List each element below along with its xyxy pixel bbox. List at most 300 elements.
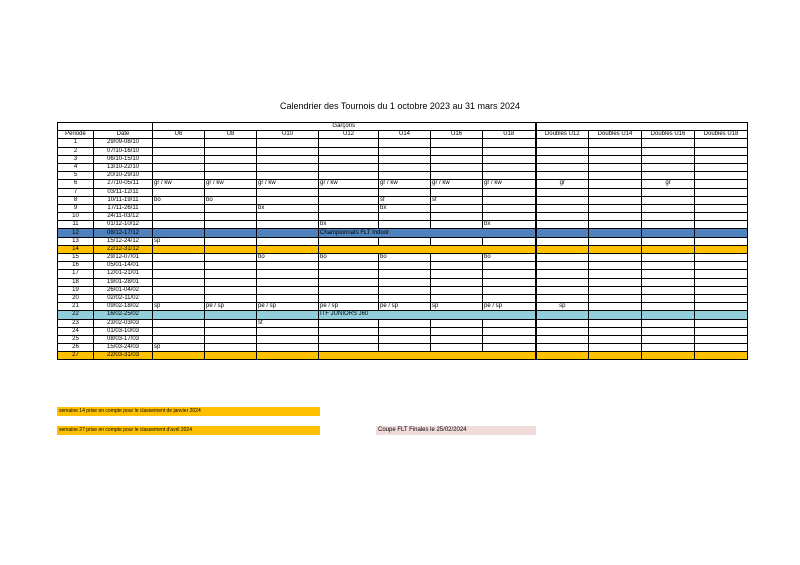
date-cell: 27/10-05/11 [94,180,153,188]
category-cell [205,188,257,196]
category-cell [379,278,431,286]
doubles-cell [536,163,589,171]
category-cell [153,204,205,212]
table-row [58,237,748,245]
category-cell [205,335,257,343]
category-cell [431,163,483,171]
category-cell: sf [379,196,431,204]
doubles-cell [695,196,748,204]
date-cell: 23/02-03/03 [94,319,153,327]
category-cell [205,155,257,163]
category-cell [379,294,431,302]
category-cell [257,139,319,147]
doubles-cell [589,303,642,311]
doubles-cell [642,286,695,294]
doubles-cell [536,155,589,163]
period-cell: 6 [58,180,94,188]
doubles-cell [589,139,642,147]
doubles-cell [589,196,642,204]
category-cell [379,221,431,229]
category-cell [483,196,536,204]
category-cell [431,327,483,335]
category-cell [205,213,257,221]
band-cell [257,352,319,360]
category-cell [153,278,205,286]
category-cell [153,213,205,221]
table-row [58,319,748,327]
table-row [58,286,748,294]
category-cell [379,213,431,221]
table-row [58,204,748,212]
doubles-spacer [536,123,748,131]
doubles-cell [695,188,748,196]
event-band: Championnats FLT Indoor [319,229,536,237]
category-cell: sf [257,319,319,327]
category-cell [153,262,205,270]
doubles-cell [536,172,589,180]
category-cell [431,254,483,262]
category-cell: gr / kw [483,180,536,188]
doubles-cell [589,147,642,155]
band-cell [257,245,319,253]
doubles-cell [642,254,695,262]
doubles-cell [695,262,748,270]
category-cell [153,270,205,278]
category-cell [319,204,379,212]
category-cell [257,278,319,286]
band-cell [589,352,642,360]
doubles-cell [536,319,589,327]
category-cell [319,344,379,352]
doubles-cell [695,294,748,302]
category-cell [431,155,483,163]
category-cell: bo [205,196,257,204]
category-cell [153,155,205,163]
column-header: Doubles U18 [695,131,748,139]
category-cell [319,163,379,171]
category-cell [379,163,431,171]
category-cell: bx [483,221,536,229]
date-cell: 13/10-22/10 [94,163,153,171]
column-header: U8 [205,131,257,139]
date-cell: 19/01-28/01 [94,278,153,286]
period-cell: 1 [58,139,94,147]
category-cell [257,237,319,245]
period-cell: 18 [58,278,94,286]
category-cell [379,319,431,327]
category-cell [319,213,379,221]
band-cell [536,352,589,360]
period-cell: 23 [58,319,94,327]
doubles-cell [589,180,642,188]
category-cell [257,294,319,302]
band-cell [205,311,257,319]
band-cell [536,245,589,253]
period-cell: 4 [58,163,94,171]
category-cell [483,270,536,278]
category-cell [257,196,319,204]
table-row [58,163,748,171]
category-cell [379,172,431,180]
category-cell [153,254,205,262]
column-header: Doubles U14 [589,131,642,139]
category-cell [379,155,431,163]
doubles-cell [642,237,695,245]
table-row [58,188,748,196]
doubles-cell [536,286,589,294]
note-week-14: semaine 14 prise en compte pour le classement de janvier 2024 [57,407,320,416]
date-cell: 15/12-24/12 [94,237,153,245]
period-cell: 5 [58,172,94,180]
category-cell [483,188,536,196]
category-cell [379,286,431,294]
doubles-cell [695,155,748,163]
doubles-cell [536,213,589,221]
category-cell [257,221,319,229]
table-row [58,180,748,188]
doubles-cell [589,213,642,221]
category-cell: pe / sp [483,303,536,311]
period-cell: 11 [58,221,94,229]
category-cell: pe / sp [379,303,431,311]
date-cell: 24/11-03/12 [94,213,153,221]
doubles-cell [536,196,589,204]
doubles-cell [536,147,589,155]
note-coupe-flt: Coupe FLT Finales le 25/02/2024 [376,426,536,435]
category-cell [431,270,483,278]
category-cell [379,147,431,155]
category-cell [483,147,536,155]
date-cell: 22/12-31/12 [94,245,153,253]
category-cell [319,278,379,286]
doubles-cell [695,303,748,311]
period-cell: 17 [58,270,94,278]
period-cell: 19 [58,286,94,294]
doubles-cell [695,180,748,188]
doubles-cell [695,139,748,147]
doubles-cell [642,278,695,286]
date-cell: 15/03-24/03 [94,344,153,352]
note-week-27: semaine 27 prise en compte pour le classement d'avril 2024 [57,426,320,435]
period-cell: 20 [58,294,94,302]
category-cell [257,327,319,335]
doubles-cell [695,278,748,286]
category-cell [431,286,483,294]
doubles-cell [589,294,642,302]
band-cell [695,311,748,319]
band-cell [695,245,748,253]
category-cell [483,319,536,327]
category-cell: bo [379,254,431,262]
category-cell [431,204,483,212]
date-cell: 17/11-26/11 [94,204,153,212]
band-cell [205,229,257,237]
doubles-cell [695,147,748,155]
category-cell [205,237,257,245]
category-cell: sp [153,237,205,245]
band-cell [153,311,205,319]
category-cell [153,286,205,294]
category-cell [483,163,536,171]
table-row [58,303,748,311]
table-row [58,196,748,204]
period-cell: 13 [58,237,94,245]
category-cell [257,270,319,278]
corner-cell [58,123,153,131]
doubles-cell [695,221,748,229]
band-cell [536,229,589,237]
table-row [58,344,748,352]
category-cell [483,344,536,352]
event-band [319,245,536,253]
doubles-cell [642,319,695,327]
period-cell: 7 [58,188,94,196]
band-cell [205,245,257,253]
category-cell [205,344,257,352]
category-cell [205,286,257,294]
date-cell: 06/10-15/10 [94,155,153,163]
date-cell: 16/02-25/02 [94,311,153,319]
category-cell [319,147,379,155]
category-cell: pe / sp [257,303,319,311]
category-cell [379,270,431,278]
doubles-cell: gr [642,180,695,188]
category-cell [431,139,483,147]
doubles-cell [536,188,589,196]
doubles-cell [642,204,695,212]
period-cell: 8 [58,196,94,204]
category-cell [205,204,257,212]
doubles-cell [589,327,642,335]
date-cell: 07/10-16/10 [94,147,153,155]
table-row [58,155,748,163]
category-cell [153,139,205,147]
date-cell: 12/01-21/01 [94,270,153,278]
category-cell [483,278,536,286]
category-cell [431,344,483,352]
band-cell [642,229,695,237]
category-cell [319,319,379,327]
category-cell [205,262,257,270]
category-cell [379,327,431,335]
calendar-table [57,122,748,360]
column-header: U18 [483,131,536,139]
category-cell [205,163,257,171]
table-row [58,213,748,221]
band-cell [153,352,205,360]
category-cell [153,319,205,327]
band-cell [153,245,205,253]
event-band [319,352,536,360]
doubles-cell [589,344,642,352]
doubles-cell [589,286,642,294]
band-cell [642,352,695,360]
doubles-cell [695,286,748,294]
category-cell [153,294,205,302]
category-cell [319,327,379,335]
category-cell [205,319,257,327]
date-cell: 29/12-07/01 [94,254,153,262]
band-cell [642,245,695,253]
category-cell [431,262,483,270]
column-header: U12 [319,131,379,139]
category-cell [205,254,257,262]
category-cell [257,147,319,155]
category-cell: bx [257,204,319,212]
category-cell [431,237,483,245]
category-cell: bx [319,221,379,229]
category-cell [319,139,379,147]
doubles-cell: gr [536,180,589,188]
doubles-cell [642,262,695,270]
table-row [58,327,748,335]
category-cell [379,344,431,352]
doubles-cell [589,221,642,229]
category-cell [319,155,379,163]
table-row [58,335,748,343]
column-header: U6 [153,131,205,139]
category-cell [379,262,431,270]
doubles-cell [642,344,695,352]
category-cell [483,327,536,335]
period-cell: 12 [58,229,94,237]
period-cell: 9 [58,204,94,212]
table-row [58,352,748,360]
category-cell: gr / kw [205,180,257,188]
doubles-cell [536,294,589,302]
category-cell [483,204,536,212]
doubles-cell [589,254,642,262]
category-cell: sp [431,303,483,311]
doubles-cell [536,278,589,286]
period-cell: 21 [58,303,94,311]
band-cell [589,245,642,253]
date-cell: 08/12-17/12 [94,229,153,237]
doubles-cell [695,270,748,278]
category-cell: gr / kw [319,180,379,188]
doubles-cell [642,155,695,163]
category-cell [205,270,257,278]
table-row [58,139,748,147]
event-band: ITF JUNIORS J60 [319,311,536,319]
category-cell [153,163,205,171]
period-cell: 2 [58,147,94,155]
doubles-cell [642,172,695,180]
date-cell: 09/02-18/02 [94,303,153,311]
band-cell [153,229,205,237]
doubles-cell [642,188,695,196]
category-cell [153,335,205,343]
date-cell: 29/09-08/10 [94,139,153,147]
doubles-cell [642,163,695,171]
doubles-cell [589,270,642,278]
category-cell [257,262,319,270]
doubles-cell [695,237,748,245]
doubles-cell [642,139,695,147]
doubles-cell [536,262,589,270]
category-cell [483,172,536,180]
category-cell [319,172,379,180]
category-cell: sp [153,344,205,352]
category-cell [379,188,431,196]
table-row [58,311,748,319]
category-cell [319,294,379,302]
doubles-cell [536,254,589,262]
category-cell [319,237,379,245]
column-header: Date [94,131,153,139]
category-cell [431,294,483,302]
category-cell [257,172,319,180]
column-header: U16 [431,131,483,139]
category-cell [319,188,379,196]
category-cell [257,335,319,343]
band-cell [695,352,748,360]
doubles-cell [589,262,642,270]
doubles-cell [589,278,642,286]
category-cell: bo [319,254,379,262]
category-cell [153,327,205,335]
band-cell [589,311,642,319]
category-cell: pe / sp [319,303,379,311]
table-row [58,278,748,286]
category-cell [431,278,483,286]
category-cell: bo [257,254,319,262]
category-cell [431,221,483,229]
doubles-cell [589,188,642,196]
date-cell: 08/03-17/03 [94,335,153,343]
table-row [58,147,748,155]
category-cell [205,294,257,302]
band-cell [257,229,319,237]
doubles-cell [642,335,695,343]
category-cell [257,155,319,163]
doubles-cell [695,172,748,180]
category-cell: gr / kw [379,180,431,188]
doubles-cell [695,335,748,343]
category-cell [205,221,257,229]
date-cell: 01/03-10/03 [94,327,153,335]
date-cell: 01/12-10/12 [94,221,153,229]
category-cell [257,344,319,352]
period-cell: 14 [58,245,94,253]
band-cell [536,311,589,319]
date-cell: 03/11-12/11 [94,188,153,196]
table-row [58,221,748,229]
band-cell [205,352,257,360]
category-cell [257,286,319,294]
column-header: U10 [257,131,319,139]
doubles-cell [642,294,695,302]
doubles-cell [536,204,589,212]
date-cell: 22/03-31/03 [94,352,153,360]
category-cell [483,213,536,221]
category-cell [483,237,536,245]
period-cell: 26 [58,344,94,352]
table-row [58,262,748,270]
doubles-cell [536,221,589,229]
doubles-cell [695,254,748,262]
category-cell [483,139,536,147]
category-cell [205,278,257,286]
category-cell [153,172,205,180]
doubles-cell [642,327,695,335]
column-header: Période [58,131,94,139]
category-cell [257,188,319,196]
date-cell: 02/02-11/02 [94,294,153,302]
column-header: Doubles U12 [536,131,589,139]
table-row [58,270,748,278]
category-cell [431,188,483,196]
